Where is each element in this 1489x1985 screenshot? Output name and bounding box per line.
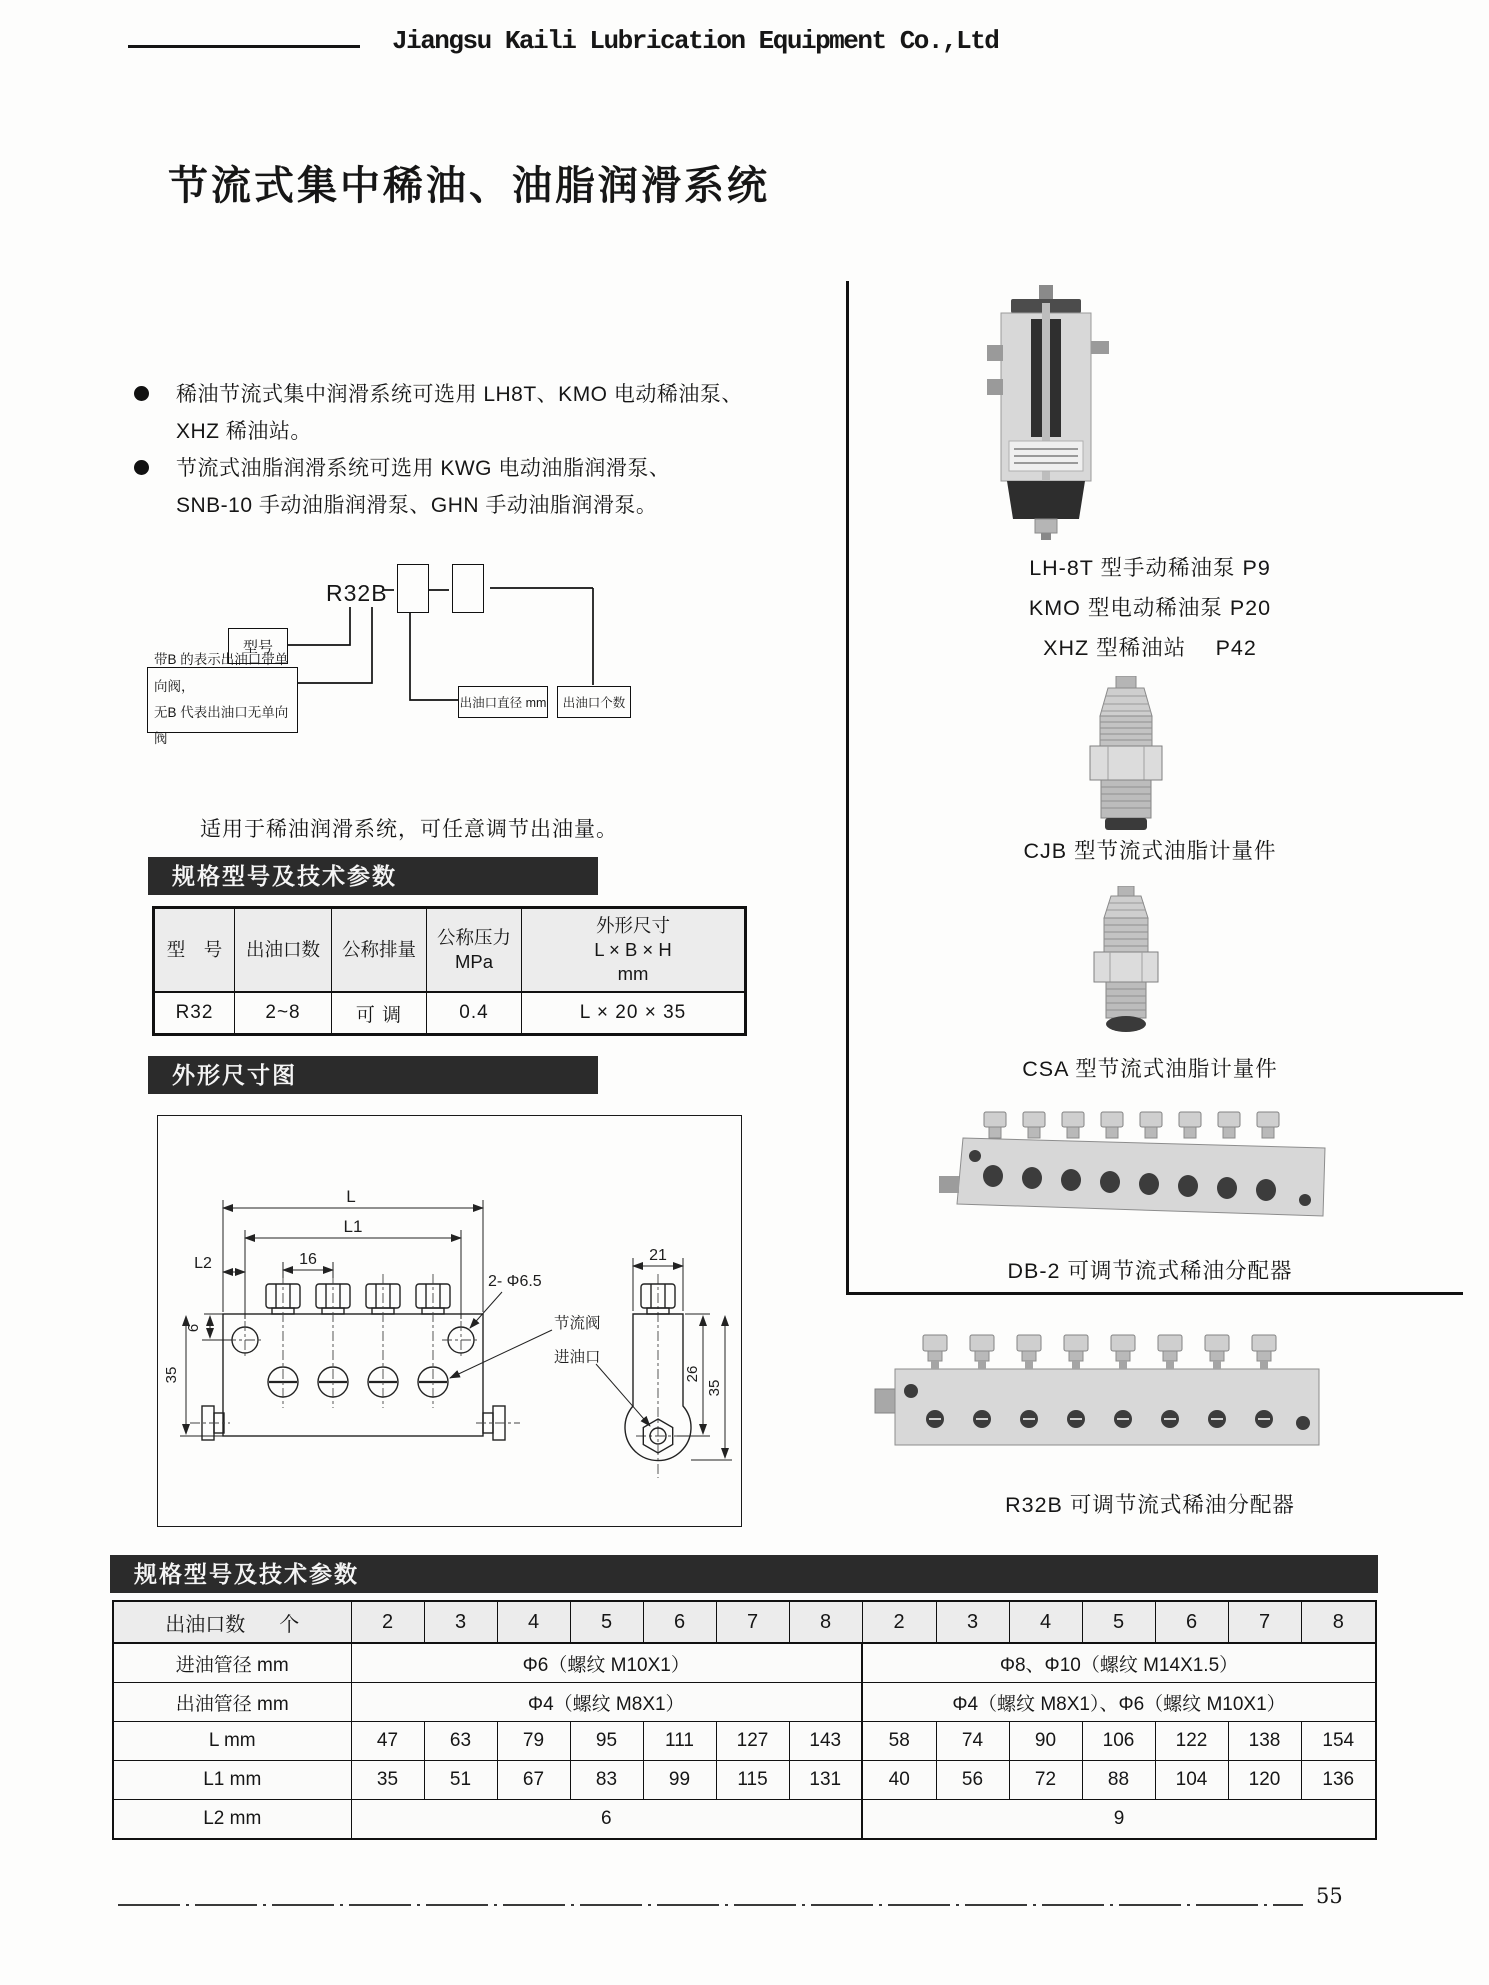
outlet-count-value: 2	[862, 1601, 936, 1643]
params-table	[112, 1600, 1377, 1840]
L-value: 138	[1228, 1722, 1301, 1761]
bullet2-line1: 节流式油脂润滑系统可选用 KWG 电动油脂润滑泵、	[176, 457, 671, 480]
outlet-count-value: 8	[789, 1601, 862, 1643]
L1-row	[113, 1761, 1376, 1800]
outlet-count-value: 2	[351, 1601, 424, 1643]
dim-26: 26	[684, 1365, 701, 1383]
L2-row	[113, 1800, 1376, 1840]
model-code-box-diameter	[397, 564, 429, 613]
outlet-pipe-right: Φ4（螺纹 M8X1）、Φ6（螺纹 M10X1）	[862, 1683, 1376, 1722]
L2-left: 6	[351, 1800, 862, 1840]
section-title-spec: 规格型号及技术参数	[148, 857, 598, 895]
spec-table	[152, 906, 747, 1036]
b-suffix-note-box	[147, 652, 298, 747]
model-label-box: 型号	[228, 628, 288, 664]
outlet-count-value: 4	[1009, 1601, 1082, 1643]
bullet-icon	[134, 386, 149, 401]
dim-holes: 2- Φ6.5	[488, 1273, 542, 1290]
L-value: 79	[497, 1722, 570, 1761]
L1-value: 35	[351, 1761, 424, 1800]
L-value: 47	[351, 1722, 424, 1761]
dim-6: 6	[185, 1323, 202, 1333]
dimension-drawing-box	[157, 1115, 742, 1527]
caption-r32b: R32B 可调节流式稀油分配器	[1005, 1493, 1295, 1517]
outlet-diameter-label-box: 出油口直径 mm	[458, 686, 548, 718]
L1-value: 83	[570, 1761, 643, 1800]
row-label: L2 mm	[113, 1800, 351, 1840]
page-number: 55	[1316, 1884, 1343, 1908]
caption-db2: DB-2 可调节流式稀油分配器	[1007, 1259, 1293, 1283]
L1-value: 88	[1082, 1761, 1155, 1800]
caption-kmo: KMO 型电动稀油泵 P20	[1028, 596, 1272, 620]
spec-col-pressure: 公称压力 MPa	[427, 908, 522, 993]
outlet-count-label: 出油口数	[165, 1613, 246, 1636]
bullet2-line2: SNB-10 手动油脂润滑泵、GHN 手动油脂润滑泵。	[176, 494, 658, 517]
applicability-note: 适用于稀油润滑系统，可任意调节出油量。	[200, 818, 618, 841]
row-label: L1 mm	[113, 1761, 351, 1800]
L1-value: 40	[862, 1761, 936, 1800]
caption-csa: CSA 型节流式油脂计量件	[1022, 1057, 1278, 1081]
right-column-bottom-rule	[846, 1292, 1463, 1295]
row-label: 出油管径 mm	[113, 1683, 351, 1722]
row-label: L mm	[113, 1722, 351, 1761]
spec-col-outlets: 出油口数	[235, 908, 332, 993]
outlet-count-unit: 个	[279, 1613, 300, 1636]
outlet-pipe-left: Φ4（螺纹 M8X1）	[351, 1683, 862, 1722]
L-value: 122	[1155, 1722, 1228, 1761]
outlet-count-value: 4	[497, 1601, 570, 1643]
L-value: 154	[1301, 1722, 1376, 1761]
dim-35-left: 35	[163, 1366, 180, 1384]
section-title-dimensions: 外形尺寸图	[148, 1056, 598, 1094]
section-title-params: 规格型号及技术参数	[110, 1555, 1378, 1593]
L-value: 63	[424, 1722, 497, 1761]
outlet-count-value: 5	[570, 1601, 643, 1643]
lh8t-pump-photo	[973, 283, 1125, 541]
dim-16: 16	[299, 1251, 317, 1268]
L1-value: 120	[1228, 1761, 1301, 1800]
outlet-count-value: 7	[1228, 1601, 1301, 1643]
inlet-pipe-right: Φ8、Φ10（螺纹 M14X1.5）	[862, 1643, 1376, 1683]
spec-pressure-value: 0.4	[427, 992, 522, 1035]
outlet-count-value: 5	[1082, 1601, 1155, 1643]
inlet-pipe-left: Φ6（螺纹 M10X1）	[351, 1643, 862, 1683]
throttle-valve-label: 节流阀	[554, 1315, 601, 1332]
spec-col-model: 型 号	[154, 908, 235, 993]
spec-dimensions-value: L × 20 × 35	[522, 992, 746, 1035]
header-rule	[128, 45, 360, 48]
spec-outlets-value: 2~8	[235, 992, 332, 1035]
outlet-pipe-row	[113, 1683, 1376, 1722]
L1-value: 136	[1301, 1761, 1376, 1800]
L1-value: 104	[1155, 1761, 1228, 1800]
pump-captions	[900, 548, 1400, 668]
L1-value: 72	[1009, 1761, 1082, 1800]
spec-displacement-value: 可 调	[332, 992, 427, 1035]
bullet-icon	[134, 460, 149, 475]
outlet-count-value: 3	[936, 1601, 1009, 1643]
L-value: 106	[1082, 1722, 1155, 1761]
company-name: Jiangsu Kaili Lubrication Equipment Co.,Ltd	[392, 26, 999, 56]
bullet1-line1: 稀油节流式集中润滑系统可选用 LH8T、KMO 电动稀油泵、	[176, 383, 743, 406]
dimension-drawing	[158, 1116, 741, 1526]
dim-L1: L1	[343, 1217, 363, 1236]
L-value: 74	[936, 1722, 1009, 1761]
caption-cjb: CJB 型节流式油脂计量件	[1023, 839, 1277, 863]
L1-value: 115	[716, 1761, 789, 1800]
row-label: 进油管径 mm	[113, 1643, 351, 1683]
outlet-count-value: 3	[424, 1601, 497, 1643]
csa-fitting-photo	[1073, 886, 1179, 1042]
L-value: 127	[716, 1722, 789, 1761]
dim-L2: L2	[194, 1255, 212, 1272]
r32b-distributor-photo	[873, 1323, 1335, 1475]
params-header-row	[113, 1601, 1376, 1643]
L-row	[113, 1722, 1376, 1761]
cjb-fitting-photo	[1068, 676, 1184, 832]
right-column-divider	[846, 281, 849, 1294]
L1-value: 56	[936, 1761, 1009, 1800]
spec-col-displacement: 公称排量	[332, 908, 427, 993]
inlet-pipe-row	[113, 1643, 1376, 1683]
b-note-line2: 无B 代表出油口无单向阀	[154, 705, 289, 747]
L-value: 90	[1009, 1722, 1082, 1761]
bullet1-line2: XHZ 稀油站。	[176, 420, 312, 443]
caption-xhz: XHZ 型稀油站 P42	[1043, 636, 1257, 660]
L-value: 95	[570, 1722, 643, 1761]
footer-rule	[118, 1904, 1303, 1906]
L1-value: 99	[643, 1761, 716, 1800]
dim-35-right: 35	[706, 1379, 723, 1397]
dim-L: L	[346, 1187, 356, 1206]
outlet-count-value: 6	[643, 1601, 716, 1643]
L1-value: 131	[789, 1761, 862, 1800]
outlet-count-value: 7	[716, 1601, 789, 1643]
outlet-count-value: 6	[1155, 1601, 1228, 1643]
oil-inlet-label: 进油口	[554, 1349, 601, 1366]
outlet-count-header	[113, 1601, 351, 1643]
caption-lh8t: LH-8T 型手动稀油泵 P9	[1029, 556, 1271, 580]
model-code-box-count	[452, 564, 484, 613]
L-value: 111	[643, 1722, 716, 1761]
outlet-count-value: 8	[1301, 1601, 1376, 1643]
model-code: R32B	[326, 580, 388, 606]
L1-value: 51	[424, 1761, 497, 1800]
L2-right: 9	[862, 1800, 1376, 1840]
b-note-line1: 带B 的表示出油口带单向阀，	[154, 652, 289, 694]
L-value: 143	[789, 1722, 862, 1761]
spec-model-value: R32	[154, 992, 235, 1035]
outlet-count-label-box: 出油口个数	[557, 686, 631, 718]
db2-distributor-photo	[933, 1096, 1335, 1244]
spec-data-row	[154, 992, 746, 1035]
page-title: 节流式集中稀油、油脂润滑系统	[168, 164, 770, 208]
L-value: 58	[862, 1722, 936, 1761]
spec-header-row	[154, 908, 746, 993]
L1-value: 67	[497, 1761, 570, 1800]
dim-21: 21	[649, 1247, 667, 1264]
spec-col-dimensions: 外形尺寸 L × B × H mm	[522, 908, 746, 993]
